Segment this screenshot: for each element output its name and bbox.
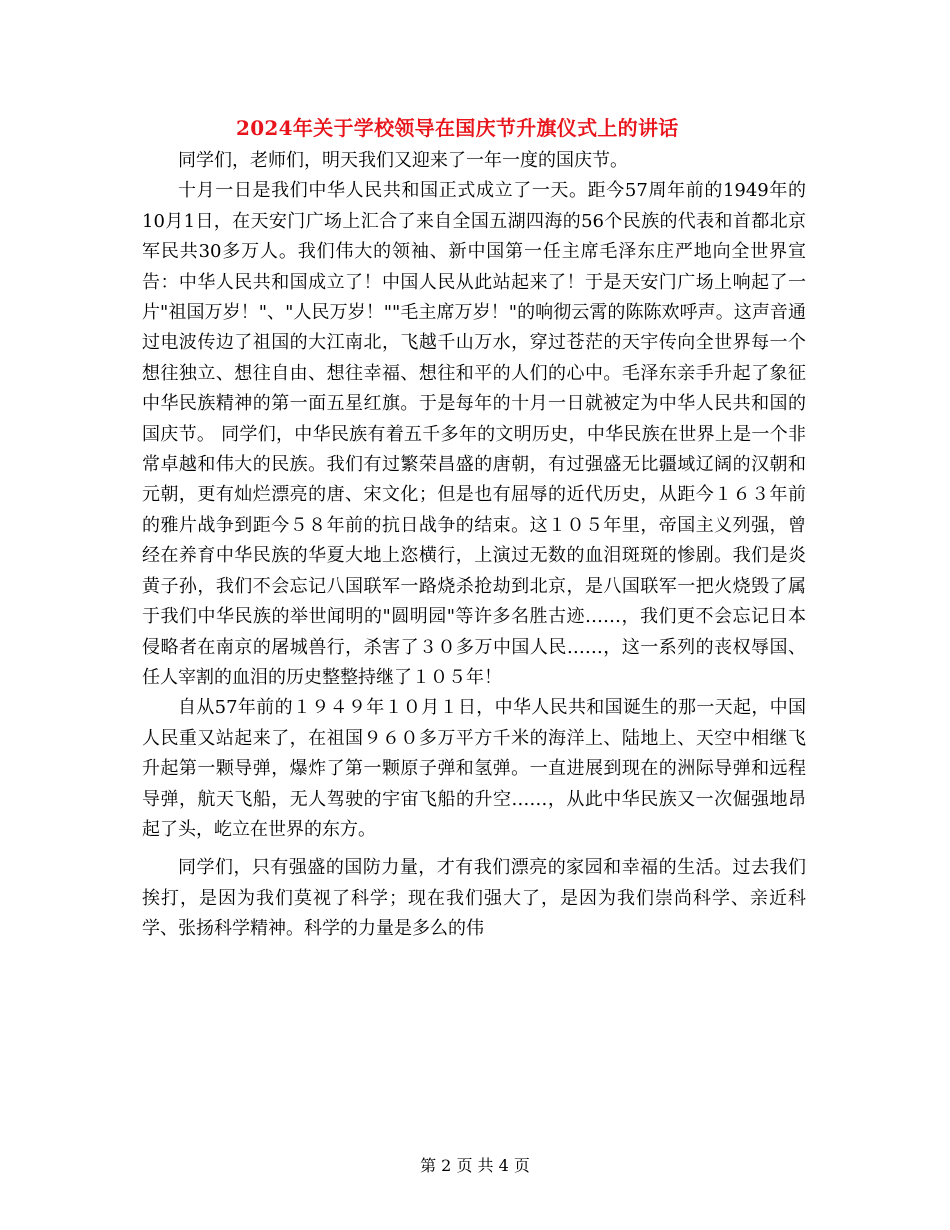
paragraph-defense-science: 同学们，只有强盛的国防力量，才有我们漂亮的家园和幸福的生活。过去我们挨打，是因为我们莫视了科学；现在我们强大了，是因为我们崇尚科学、亲近科学、张扬科学精神。科学的力量是多么的伟 [142,857,806,940]
document-title: 2024年关于学校领导在国庆节升旗仪式上的讲话 [236,116,679,140]
page-number-label: 第 2 页 共 4 页 [420,1156,530,1175]
document-body [142,146,806,945]
paragraph-history: 十月一日是我们中华人民共和国正式成立了一天。距今57周年前的1949年的10月1日，在天安门广场上汇合了来自全国五湖四海的56个民族的代表和首都北京军民共30多万人。我们伟大的领袖、新中国第一任主席毛泽东庄严地向全世界宣告：中华人民共和国成立了！中国人民从此站起来了！于是天安门广场上响起了一片"祖国万岁！"、"人民万岁！""毛主席万岁！"的响彻云霄的陈陈欢呼声。这声音通过电波传边了祖国的大江南北，飞越千山万水，穿过苍茫的天宇传向全世界每一个想往独立、想往自由、想往幸福、想往和平的人们的心中。毛泽东亲手升起了象征中华民族精神的第一面五星红旗。于是每年的十月一日就被定为中华人民共和国的国庆节。 同学们，中华民族有着五千多年的文明历史，中华民族在世界上是一个非常卓越和伟大的民族。我们有过繁荣昌盛的唐朝，有过强盛无比疆域辽阔的汉朝和元朝，更有灿烂漂亮的唐、宋文化；但是也有屈辱的近代历史，从距今１６３年前的雅片战争到距今５８年前的抗日战争的结束。这１０５年里，帝国主义列强，曾经在养育中华民族的华夏大地上恣横行，上演过无数的血泪斑斑的惨剧。我们是炎黄子孙，我们不会忘记八国联军一路烧杀抢劫到北京，是八国联军一把火烧毁了属于我们中华民族的举世闻明的"圆明园"等许多名胜古迹……，我们更不会忘记日本侵略者在南京的屠城兽行，杀害了３０多万中国人民……，这一系列的丧权辱国、任人宰割的血泪的历史整整持继了１０５年！ [142,180,806,688]
page-footer [0,1153,950,1176]
paragraph-greeting: 同学们，老师们，明天我们又迎来了一年一度的国庆节。 [178,150,628,171]
paragraph-founding: 自从57年前的１９４９年１０月１日，中华人民共和国诞生的那一天起，中国人民重又站起来了，在祖国９６０多万平方千米的海洋上、陆地上、天空中相继飞升起第一颗导弹，爆炸了第一颗原子弹和氢弹。一直进展到现在的洲际导弹和远程导弹，航天飞船，无人驾驶的宇宙飞船的升空……，从此中华民族又一次倔强地昂起了头，屹立在世界的东方。 [142,697,806,840]
